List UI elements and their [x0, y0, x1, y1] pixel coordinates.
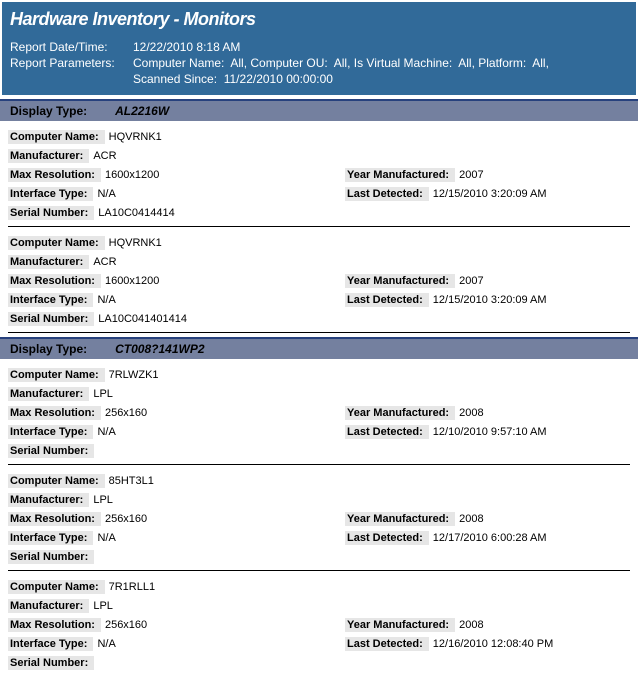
last-detected-value: 12/10/2010 9:57:10 AM — [432, 425, 547, 438]
last-detected-label: Last Detected: — [345, 637, 429, 651]
manufacturer-value: ACR — [93, 255, 117, 268]
year-manufactured-label: Year Manufactured: — [345, 406, 455, 420]
interface-detected-row — [8, 527, 638, 546]
serial-number-row — [8, 308, 638, 327]
computer-name-row — [8, 364, 638, 383]
computer-name-row — [8, 576, 638, 595]
serial-number-label: Serial Number: — [8, 656, 94, 670]
interface-type-value: N/A — [97, 531, 116, 544]
computer-name-label: Computer Name: — [8, 368, 105, 382]
manufacturer-row — [8, 145, 638, 164]
serial-number-value: LA10C041401414 — [98, 312, 187, 325]
computer-name-label: Computer Name: — [8, 580, 105, 594]
manufacturer-label: Manufacturer: — [8, 255, 89, 269]
display-type-value: AL2216W — [115, 104, 170, 118]
serial-number-row — [8, 202, 638, 221]
computer-name-value: HQVRNK1 — [108, 236, 162, 249]
manufacturer-value: LPL — [93, 493, 113, 506]
monitor-record — [0, 227, 638, 332]
computer-name-row — [8, 232, 638, 251]
serial-number-label: Serial Number: — [8, 206, 94, 220]
year-manufactured-value: 2008 — [459, 512, 484, 525]
max-resolution-label: Max Resolution: — [8, 618, 101, 632]
report-params-value — [133, 55, 549, 87]
serial-number-row — [8, 440, 638, 459]
manufacturer-value: LPL — [93, 599, 113, 612]
computer-name-label: Computer Name: — [8, 474, 105, 488]
monitor-record — [0, 465, 638, 570]
year-manufactured-value: 2008 — [459, 406, 484, 419]
resolution-year-row — [8, 164, 638, 183]
interface-type-label: Interface Type: — [8, 187, 93, 201]
computer-name-label: Computer Name: — [8, 236, 105, 250]
interface-type-value: N/A — [97, 293, 116, 306]
resolution-year-row — [8, 270, 638, 289]
interface-detected-row — [8, 421, 638, 440]
serial-number-value: LA10C0414414 — [98, 206, 175, 219]
monitor-record — [0, 571, 638, 676]
computer-name-row — [8, 126, 638, 145]
last-detected-value: 12/15/2010 3:20:09 AM — [432, 293, 547, 306]
max-resolution-label: Max Resolution: — [8, 168, 101, 182]
last-detected-value: 12/15/2010 3:20:09 AM — [432, 187, 547, 200]
computer-name-value: HQVRNK1 — [108, 130, 162, 143]
last-detected-label: Last Detected: — [345, 293, 429, 307]
report-date-value: 12/22/2010 8:18 AM — [133, 40, 241, 54]
serial-number-row — [8, 652, 638, 671]
max-resolution-value: 1600x1200 — [104, 168, 160, 181]
interface-type-label: Interface Type: — [8, 293, 93, 307]
interface-type-value: N/A — [97, 187, 116, 200]
interface-type-label: Interface Type: — [8, 425, 93, 439]
monitor-record — [0, 121, 638, 226]
computer-name-value: 7R1RLL1 — [108, 580, 156, 593]
max-resolution-value: 256x160 — [104, 406, 148, 419]
computer-name-row — [8, 470, 638, 489]
max-resolution-label: Max Resolution: — [8, 406, 101, 420]
interface-detected-row — [8, 289, 638, 308]
year-manufactured-value: 2007 — [459, 168, 484, 181]
interface-type-value: N/A — [97, 425, 116, 438]
manufacturer-label: Manufacturer: — [8, 387, 89, 401]
interface-type-label: Interface Type: — [8, 637, 93, 651]
manufacturer-label: Manufacturer: — [8, 493, 89, 507]
interface-detected-row — [8, 633, 638, 652]
report-date-label: Report Date/Time: — [10, 40, 108, 54]
monitor-record — [0, 359, 638, 464]
interface-type-value: N/A — [97, 637, 116, 650]
year-manufactured-label: Year Manufactured: — [345, 168, 455, 182]
computer-name-value: 85HT3L1 — [108, 474, 154, 487]
year-manufactured-value: 2008 — [459, 618, 484, 631]
year-manufactured-label: Year Manufactured: — [345, 512, 455, 526]
report-date-row — [10, 39, 628, 55]
last-detected-label: Last Detected: — [345, 187, 429, 201]
serial-number-label: Serial Number: — [8, 550, 94, 564]
report-title: Hardware Inventory - Monitors — [10, 9, 256, 29]
manufacturer-label: Manufacturer: — [8, 149, 89, 163]
manufacturer-label: Manufacturer: — [8, 599, 89, 613]
serial-number-row — [8, 546, 638, 565]
last-detected-value: 12/16/2010 12:08:40 PM — [432, 637, 554, 650]
report-header — [2, 2, 636, 95]
section-bar-al2216w — [0, 99, 638, 121]
computer-name-value: 7RLWZK1 — [108, 368, 159, 381]
year-manufactured-label: Year Manufactured: — [345, 274, 455, 288]
manufacturer-value: ACR — [93, 149, 117, 162]
max-resolution-label: Max Resolution: — [8, 274, 101, 288]
manufacturer-row — [8, 595, 638, 614]
display-type-label: Display Type: — [10, 342, 88, 356]
display-type-label: Display Type: — [10, 104, 88, 118]
last-detected-label: Last Detected: — [345, 531, 429, 545]
last-detected-value: 12/17/2010 6:00:28 AM — [432, 531, 547, 544]
report-params-row — [10, 55, 628, 87]
max-resolution-value: 256x160 — [104, 512, 148, 525]
report-page — [0, 2, 638, 669]
year-manufactured-label: Year Manufactured: — [345, 618, 455, 632]
year-manufactured-value: 2007 — [459, 274, 484, 287]
max-resolution-value: 1600x1200 — [104, 274, 160, 287]
record-divider — [8, 332, 630, 333]
interface-type-label: Interface Type: — [8, 531, 93, 545]
last-detected-label: Last Detected: — [345, 425, 429, 439]
max-resolution-label: Max Resolution: — [8, 512, 101, 526]
report-params-line2: Scanned Since: 11/22/2010 00:00:00 — [133, 72, 333, 86]
report-params-label: Report Parameters: — [10, 56, 115, 70]
manufacturer-row — [8, 489, 638, 508]
display-type-value: CT008?141WP2 — [115, 342, 205, 356]
resolution-year-row — [8, 614, 638, 633]
serial-number-label: Serial Number: — [8, 312, 94, 326]
interface-detected-row — [8, 183, 638, 202]
resolution-year-row — [8, 402, 638, 421]
serial-number-label: Serial Number: — [8, 444, 94, 458]
manufacturer-row — [8, 251, 638, 270]
manufacturer-row — [8, 383, 638, 402]
report-params-line1: Computer Name: All, Computer OU: All, Is Virtual Machine: All, Platform: All, — [133, 56, 549, 70]
computer-name-label: Computer Name: — [8, 130, 105, 144]
section-bar-ct008 — [0, 337, 638, 359]
manufacturer-value: LPL — [93, 387, 113, 400]
max-resolution-value: 256x160 — [104, 618, 148, 631]
resolution-year-row — [8, 508, 638, 527]
